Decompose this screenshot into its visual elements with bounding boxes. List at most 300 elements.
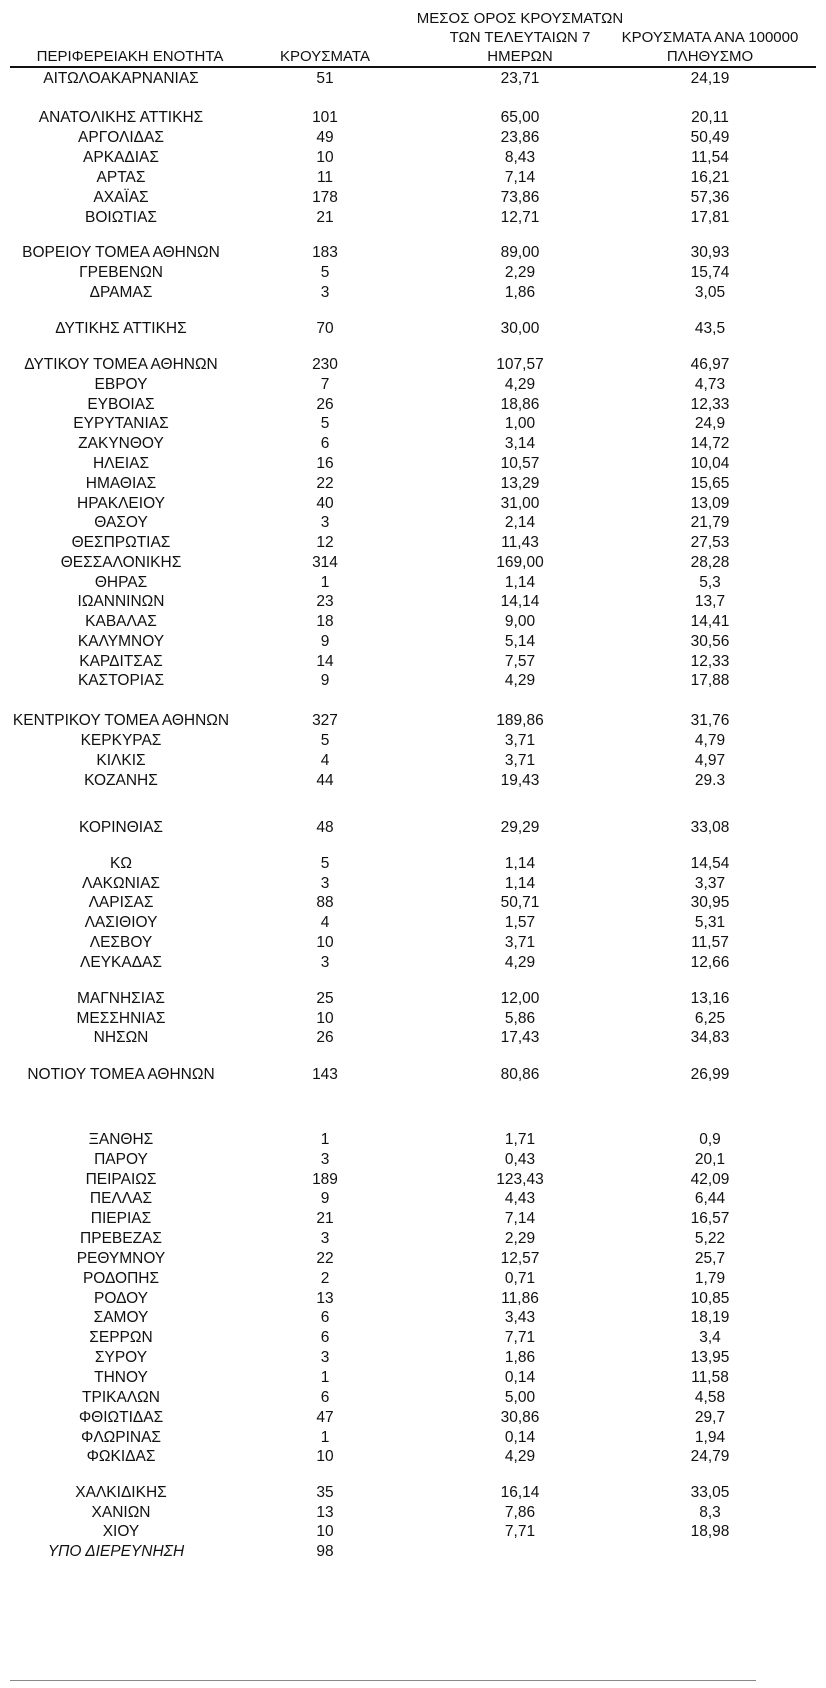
region-name: ΛΑΡΙΣΑΣ: [88, 894, 154, 911]
per100k-value: 3,05: [694, 284, 726, 301]
table-row: [0, 988, 826, 1009]
per100k-value: 3,4: [699, 1329, 721, 1346]
per100k-value: 46,97: [690, 356, 730, 373]
per100k-value: 10,85: [690, 1290, 730, 1307]
avg-7day-value: 1,00: [504, 415, 536, 432]
table-row: [0, 1446, 826, 1467]
header-avg-line1: ΜΕΣΟΣ ΟΡΟΣ ΚΡΟΥΣΜΑΤΩΝ: [416, 10, 624, 27]
per100k-value: 8,3: [699, 1504, 721, 1521]
cases-value: 1: [320, 1131, 330, 1148]
avg-7day-value: 1,14: [504, 855, 536, 872]
region-name: ΑΡΓΟΛΙΔΑΣ: [78, 129, 164, 146]
table-row: [0, 493, 826, 514]
per100k-value: 13,09: [690, 495, 730, 512]
per100k-value: 57,36: [690, 189, 730, 206]
table-row: [0, 1208, 826, 1229]
cases-value: 10: [316, 1523, 334, 1540]
cases-value: 6: [320, 1309, 330, 1326]
cases-value: 48: [316, 819, 334, 836]
cases-value: 230: [312, 356, 338, 373]
avg-7day-value: 4,29: [504, 1448, 536, 1465]
per100k-value: 42,09: [690, 1171, 730, 1188]
table-row: [0, 147, 826, 168]
region-name: ΘΑΣΟΥ: [94, 514, 148, 531]
table-row: [0, 572, 826, 593]
table-row: [0, 127, 826, 148]
table-row: [0, 473, 826, 494]
cases-value: 9: [320, 1190, 330, 1207]
per100k-value: 10,04: [690, 455, 730, 472]
avg-7day-value: 7,57: [504, 653, 536, 670]
region-name: ΕΥΡΥΤΑΝΙΑΣ: [73, 415, 169, 432]
per100k-value: 18,98: [690, 1523, 730, 1540]
region-name: ΑΡΤΑΣ: [96, 169, 146, 186]
per100k-value: 11,54: [691, 149, 729, 166]
avg-7day-value: 3,14: [504, 435, 536, 452]
header-per100k-line1: ΚΡΟΥΣΜΑΤΑ ΑΝΑ 100000: [621, 29, 799, 46]
avg-7day-value: 80,86: [500, 1066, 540, 1083]
table-row: [0, 1288, 826, 1309]
per100k-value: 14,54: [690, 855, 730, 872]
region-name: ΠΙΕΡΙΑΣ: [90, 1210, 152, 1227]
table-row: [0, 1387, 826, 1408]
avg-7day-value: 3,71: [504, 752, 536, 769]
region-name: ΣΑΜΟΥ: [93, 1309, 149, 1326]
per100k-value: 24,79: [690, 1448, 730, 1465]
avg-7day-value: 169,00: [496, 554, 544, 571]
cases-value: 1: [320, 1429, 330, 1446]
per100k-value: 15,74: [690, 264, 730, 281]
avg-7day-value: 23,71: [500, 70, 540, 87]
cases-value: 178: [312, 189, 338, 206]
per100k-value: 43,5: [694, 320, 726, 337]
cases-value: 13: [316, 1504, 334, 1521]
table-row: [0, 1327, 826, 1348]
cases-value: 22: [316, 475, 334, 492]
table-row: [0, 631, 826, 652]
table-row: [0, 413, 826, 434]
per100k-value: 14,41: [690, 613, 730, 630]
region-name: ΞΑΝΘΗΣ: [88, 1131, 154, 1148]
per100k-value: 33,08: [690, 819, 730, 836]
region-name: ΗΛΕΙΑΣ: [92, 455, 150, 472]
region-name: ΧΑΝΙΩΝ: [91, 1504, 151, 1521]
cases-value: 6: [320, 1389, 330, 1406]
table-row: [0, 1268, 826, 1289]
table-row: [0, 1129, 826, 1150]
avg-7day-value: 3,43: [504, 1309, 536, 1326]
region-name: ΚΟΖΑΝΗΣ: [84, 772, 158, 789]
table-row: [0, 730, 826, 751]
cases-value: 40: [316, 495, 334, 512]
region-name: ΒΟΙΩΤΙΑΣ: [85, 209, 157, 226]
region-name: ΛΑΚΩΝΙΑΣ: [81, 875, 161, 892]
cases-value: 35: [316, 1484, 334, 1501]
per100k-value: 29.3: [694, 772, 726, 789]
cases-value: 5: [320, 415, 330, 432]
table-row: [0, 1482, 826, 1503]
table-row: [0, 591, 826, 612]
avg-7day-value: 0,14: [504, 1369, 536, 1386]
table-row: [0, 1188, 826, 1209]
per100k-value: 1,94: [694, 1429, 726, 1446]
per100k-value: 24,19: [690, 70, 730, 87]
region-name: ΣΕΡΡΩΝ: [89, 1329, 153, 1346]
table-row: [0, 1064, 826, 1085]
table-row: [0, 670, 826, 691]
cases-value: 327: [312, 712, 338, 729]
table-row: [0, 262, 826, 283]
header-avg-line2: ΤΩΝ ΤΕΛΕΥΤΑΙΩΝ 7: [449, 29, 591, 46]
avg-7day-value: 1,14: [504, 574, 536, 591]
table-row: [0, 453, 826, 474]
per100k-value: 12,66: [690, 954, 730, 971]
region-name: ΒΟΡΕΙΟΥ ΤΟΜΕΑ ΑΘΗΝΩΝ: [22, 244, 220, 261]
region-name: ΑΡΚΑΔΙΑΣ: [83, 149, 159, 166]
region-name: ΑΙΤΩΛΟΑΚΑΡΝΑΝΙΑΣ: [43, 70, 199, 87]
per100k-value: 17,81: [690, 209, 730, 226]
cases-value: 5: [320, 732, 330, 749]
avg-7day-value: 5,86: [504, 1010, 536, 1027]
region-name: ΘΗΡΑΣ: [94, 574, 148, 591]
per100k-value: 12,33: [690, 653, 730, 670]
per100k-value: 31,76: [690, 712, 730, 729]
cases-value: 44: [316, 772, 334, 789]
region-name: ΕΒΡΟΥ: [94, 376, 148, 393]
per100k-value: 30,95: [690, 894, 730, 911]
region-name: ΗΜΑΘΙΑΣ: [85, 475, 157, 492]
region-name: ΧΑΛΚΙΔΙΚΗΣ: [75, 1484, 167, 1501]
cases-value: 25: [316, 990, 334, 1007]
cases-value: 183: [312, 244, 338, 261]
avg-7day-value: 18,86: [500, 396, 540, 413]
table-row: [0, 433, 826, 454]
avg-7day-value: 1,86: [504, 284, 536, 301]
region-name: ΚΕΝΤΡΙΚΟΥ ΤΟΜΕΑ ΑΘΗΝΩΝ: [12, 712, 230, 729]
per100k-value: 12,33: [690, 396, 730, 413]
cases-value: 10: [316, 1010, 334, 1027]
table-row: [0, 932, 826, 953]
avg-7day-value: 10,57: [500, 455, 540, 472]
cases-value: 12: [316, 534, 334, 551]
table-row: [0, 1169, 826, 1190]
region-name: ΡΟΔΟΠΗΣ: [82, 1270, 160, 1287]
footer-rule: [10, 1680, 756, 1681]
avg-7day-value: 65,00: [500, 109, 540, 126]
avg-7day-value: 4,29: [504, 672, 536, 689]
per100k-value: 25,7: [694, 1250, 726, 1267]
region-name: ΦΛΩΡΙΝΑΣ: [80, 1429, 162, 1446]
region-name: ΝΗΣΩΝ: [93, 1029, 149, 1046]
header-per100k-line2: ΠΛΗΘΥΣΜΟ: [666, 48, 754, 65]
region-name: ΑΝΑΤΟΛΙΚΗΣ ΑΤΤΙΚΗΣ: [38, 109, 204, 126]
avg-7day-value: 13,29: [500, 475, 540, 492]
region-name: ΥΠΟ ΔΙΕΡΕΥΝΗΣΗ: [47, 1543, 185, 1560]
cases-value: 21: [316, 209, 334, 226]
region-name: ΡΕΘΥΜΝΟΥ: [76, 1250, 166, 1267]
cases-value: 11: [316, 169, 334, 186]
cases-value: 1: [320, 574, 330, 591]
table-row: [0, 1502, 826, 1523]
avg-7day-value: 31,00: [500, 495, 540, 512]
per100k-value: 14,72: [690, 435, 730, 452]
cases-value: 10: [316, 934, 334, 951]
avg-7day-value: 2,29: [504, 264, 536, 281]
cases-value: 6: [320, 1329, 330, 1346]
region-name: ΠΑΡΟΥ: [94, 1151, 148, 1168]
cases-value: 16: [316, 455, 334, 472]
per100k-value: 6,44: [694, 1190, 726, 1207]
table-row: [0, 1407, 826, 1428]
region-name: ΜΕΣΣΗΝΙΑΣ: [76, 1010, 166, 1027]
table-row: [0, 1427, 826, 1448]
cases-value: 23: [316, 593, 334, 610]
region-name: ΚΩ: [110, 855, 132, 872]
avg-7day-value: 12,00: [500, 990, 540, 1007]
cases-value: 98: [316, 1543, 334, 1560]
avg-7day-value: 5,00: [504, 1389, 536, 1406]
per100k-value: 6,25: [694, 1010, 726, 1027]
per100k-value: 28,28: [690, 554, 730, 571]
per100k-value: 29,7: [694, 1409, 726, 1426]
avg-7day-value: 4,29: [504, 954, 536, 971]
region-name: ΠΕΛΛΑΣ: [89, 1190, 153, 1207]
avg-7day-value: 1,71: [504, 1131, 536, 1148]
avg-7day-value: 0,14: [504, 1429, 536, 1446]
per100k-value: 11,58: [691, 1369, 729, 1386]
avg-7day-value: 3,71: [504, 934, 536, 951]
per100k-value: 50,49: [690, 129, 730, 146]
avg-7day-value: 4,43: [504, 1190, 536, 1207]
per100k-value: 13,16: [690, 990, 730, 1007]
table-row: [0, 1367, 826, 1388]
table-row: [0, 750, 826, 771]
per100k-value: 5,31: [694, 914, 726, 931]
table-row: [0, 1307, 826, 1328]
cases-value: 3: [320, 954, 330, 971]
per100k-value: 4,79: [694, 732, 726, 749]
region-name: ΘΕΣΣΑΛΟΝΙΚΗΣ: [60, 554, 182, 571]
header-cases: ΚΡΟΥΣΜΑΤΑ: [280, 48, 370, 65]
per100k-value: 16,57: [690, 1210, 730, 1227]
region-name: ΔΥΤΙΚΟΥ ΤΟΜΕΑ ΑΘΗΝΩΝ: [24, 356, 218, 373]
header-region: ΠΕΡΙΦΕΡΕΙΑΚΗ ΕΝΟΤΗΤΑ: [36, 48, 224, 65]
avg-7day-value: 12,57: [500, 1250, 540, 1267]
cases-value: 3: [320, 1230, 330, 1247]
avg-7day-value: 2,29: [504, 1230, 536, 1247]
cases-value: 314: [312, 554, 338, 571]
cases-value: 88: [316, 894, 334, 911]
avg-7day-value: 123,43: [496, 1171, 544, 1188]
table-row: [0, 1008, 826, 1029]
region-name: ΡΟΔΟΥ: [94, 1290, 148, 1307]
avg-7day-value: 8,43: [504, 149, 536, 166]
table-row: [0, 651, 826, 672]
table-row: [0, 873, 826, 894]
region-name: ΜΑΓΝΗΣΙΑΣ: [77, 990, 165, 1007]
region-name: ΠΕΙΡΑΙΩΣ: [85, 1171, 157, 1188]
cases-value: 14: [316, 653, 334, 670]
table-row: [0, 532, 826, 553]
cases-value: 5: [320, 855, 330, 872]
region-name: ΣΥΡΟΥ: [94, 1349, 148, 1366]
avg-7day-value: 1,57: [504, 914, 536, 931]
table-row: [0, 374, 826, 395]
table-row: [0, 710, 826, 731]
avg-7day-value: 107,57: [496, 356, 544, 373]
table-row: [0, 167, 826, 188]
region-name: ΦΩΚΙΔΑΣ: [86, 1448, 156, 1465]
table-row: [0, 68, 826, 89]
avg-7day-value: 7,14: [504, 1210, 536, 1227]
per100k-value: 34,83: [690, 1029, 730, 1046]
region-name: ΦΘΙΩΤΙΔΑΣ: [78, 1409, 164, 1426]
table-row: [0, 611, 826, 632]
per100k-value: 15,65: [690, 475, 730, 492]
per100k-value: 5,3: [699, 574, 721, 591]
cases-value: 101: [312, 109, 338, 126]
avg-7day-value: 23,86: [500, 129, 540, 146]
table-row: [0, 354, 826, 375]
cases-value: 10: [316, 149, 334, 166]
region-name: ΔΡΑΜΑΣ: [89, 284, 153, 301]
region-name: ΧΙΟΥ: [102, 1523, 140, 1540]
table-row: [0, 853, 826, 874]
per100k-value: 30,56: [690, 633, 730, 650]
cases-value: 49: [316, 129, 334, 146]
cases-value: 13: [316, 1290, 334, 1307]
per100k-value: 20,11: [691, 109, 729, 126]
avg-7day-value: 12,71: [500, 209, 540, 226]
region-name: ΕΥΒΟΙΑΣ: [87, 396, 155, 413]
avg-7day-value: 7,71: [504, 1523, 536, 1540]
per100k-value: 20,1: [694, 1151, 726, 1168]
per100k-value: 0,9: [699, 1131, 721, 1148]
cases-value: 3: [320, 875, 330, 892]
header-avg-line3: ΗΜΕΡΩΝ: [487, 48, 553, 65]
table-row: [0, 892, 826, 913]
per100k-value: 4,58: [694, 1389, 726, 1406]
region-name: ΙΩΑΝΝΙΝΩΝ: [77, 593, 165, 610]
cases-value: 4: [320, 914, 330, 931]
avg-7day-value: 3,71: [504, 732, 536, 749]
cases-value: 3: [320, 284, 330, 301]
table-row: [0, 770, 826, 791]
cases-value: 3: [320, 514, 330, 531]
region-name: ΚΙΛΚΙΣ: [96, 752, 146, 769]
region-name: ΚΕΡΚΥΡΑΣ: [80, 732, 162, 749]
cases-value: 26: [316, 396, 334, 413]
per100k-value: 21,79: [690, 514, 730, 531]
table-row: [0, 512, 826, 533]
avg-7day-value: 19,43: [500, 772, 540, 789]
table-row: [0, 1521, 826, 1542]
table-row: [0, 952, 826, 973]
cases-value: 7: [320, 376, 330, 393]
cases-value: 18: [316, 613, 334, 630]
avg-7day-value: 11,43: [501, 534, 539, 551]
region-name: ΤΗΝΟΥ: [94, 1369, 148, 1386]
region-name: ΔΥΤΙΚΗΣ ΑΤΤΙΚΗΣ: [55, 320, 187, 337]
cases-value: 26: [316, 1029, 334, 1046]
per100k-value: 1,79: [694, 1270, 726, 1287]
table-row: [0, 187, 826, 208]
table-row: [0, 912, 826, 933]
per100k-value: 13,7: [694, 593, 726, 610]
cases-value: 5: [320, 264, 330, 281]
avg-7day-value: 17,43: [500, 1029, 540, 1046]
avg-7day-value: 89,00: [500, 244, 540, 261]
table-row: [0, 817, 826, 838]
region-name: ΓΡΕΒΕΝΩΝ: [79, 264, 163, 281]
avg-7day-value: 7,86: [504, 1504, 536, 1521]
cases-value: 6: [320, 435, 330, 452]
region-name: ΚΑΡΔΙΤΣΑΣ: [79, 653, 163, 670]
avg-7day-value: 2,14: [504, 514, 536, 531]
avg-7day-value: 7,71: [504, 1329, 536, 1346]
table-row: [0, 552, 826, 573]
avg-7day-value: 4,29: [504, 376, 536, 393]
per100k-value: 16,21: [690, 169, 730, 186]
table-row: [0, 1228, 826, 1249]
region-name: ΑΧΑΪΑΣ: [93, 189, 149, 206]
region-name: ΝΟΤΙΟΥ ΤΟΜΕΑ ΑΘΗΝΩΝ: [27, 1066, 215, 1083]
table-row: [0, 318, 826, 339]
table-row: [0, 207, 826, 228]
per100k-value: 17,88: [690, 672, 730, 689]
per100k-value: 3,37: [694, 875, 726, 892]
table-row: [0, 1248, 826, 1269]
cases-value: 3: [320, 1151, 330, 1168]
table-row: [0, 282, 826, 303]
avg-7day-value: 7,14: [504, 169, 536, 186]
per100k-value: 18,19: [690, 1309, 730, 1326]
table-row: [0, 1027, 826, 1048]
region-name: ΚΟΡΙΝΘΙΑΣ: [78, 819, 164, 836]
table-row: [0, 1347, 826, 1368]
region-name: ΠΡΕΒΕΖΑΣ: [80, 1230, 162, 1247]
region-name: ΛΕΣΒΟΥ: [89, 934, 153, 951]
cases-value: 51: [316, 70, 334, 87]
cases-value: 21: [316, 1210, 334, 1227]
table-row: [0, 242, 826, 263]
region-name: ΘΕΣΠΡΩΤΙΑΣ: [71, 534, 171, 551]
per100k-value: 13,95: [690, 1349, 730, 1366]
cases-value: 47: [316, 1409, 334, 1426]
per100k-value: 4,97: [694, 752, 726, 769]
avg-7day-value: 73,86: [500, 189, 540, 206]
table-row: [0, 1149, 826, 1170]
per100k-value: 24,9: [694, 415, 726, 432]
avg-7day-value: 29,29: [500, 819, 540, 836]
avg-7day-value: 9,00: [504, 613, 536, 630]
cases-value: 189: [312, 1171, 338, 1188]
per100k-value: 5,22: [694, 1230, 726, 1247]
per100k-value: 30,93: [690, 244, 730, 261]
per100k-value: 4,73: [694, 376, 726, 393]
cases-value: 10: [316, 1448, 334, 1465]
cases-value: 22: [316, 1250, 334, 1267]
per100k-value: 26,99: [690, 1066, 730, 1083]
region-name: ΚΑΒΑΛΑΣ: [85, 613, 157, 630]
cases-value: 4: [320, 752, 330, 769]
cases-value: 9: [320, 633, 330, 650]
avg-7day-value: 30,00: [500, 320, 540, 337]
per100k-value: 33,05: [690, 1484, 730, 1501]
per100k-value: 11,57: [691, 934, 729, 951]
region-name: ΚΑΣΤΟΡΙΑΣ: [77, 672, 165, 689]
region-name: ΤΡΙΚΑΛΩΝ: [82, 1389, 160, 1406]
